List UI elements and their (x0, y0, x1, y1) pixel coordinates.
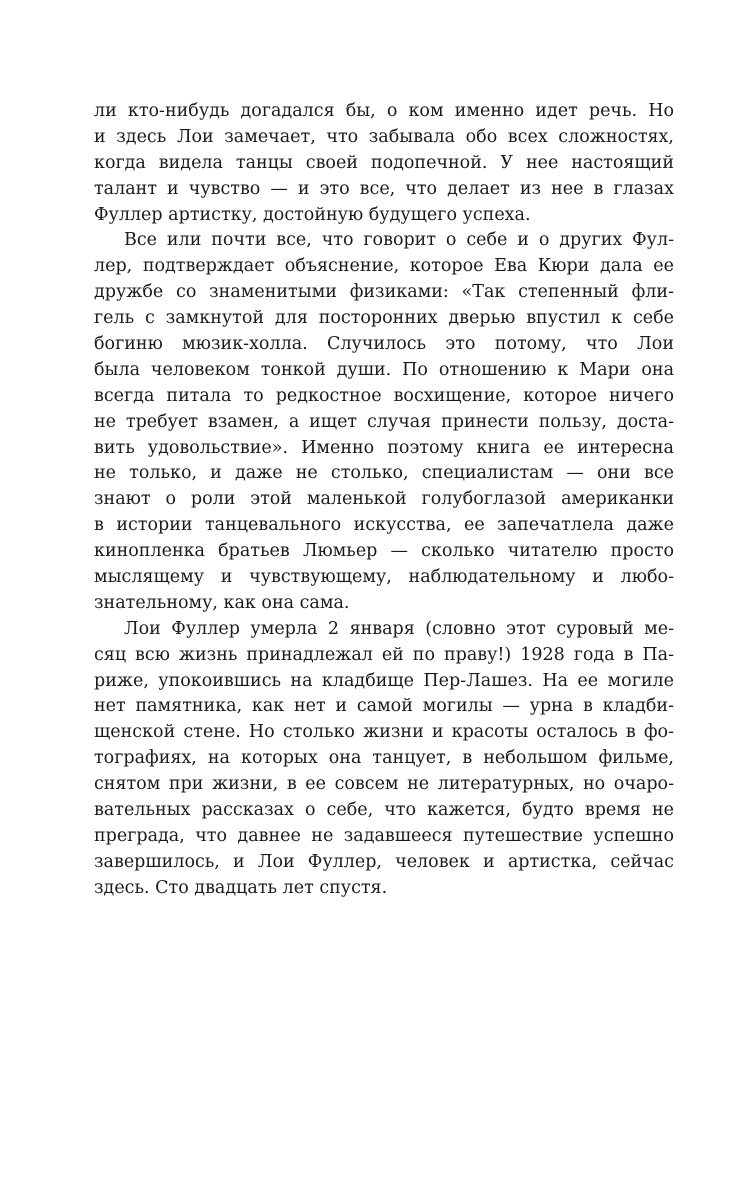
text-line: здесь. Сто двадцать лет спустя. (94, 877, 388, 898)
text-line: богиню мюзик-холла. Случилось это потому, что Лои (94, 334, 674, 355)
text-line: в истории танцевального искусства, ее запечатлела даже (94, 515, 674, 536)
body-text (94, 99, 674, 902)
text-line: не только, и даже не столько, специалистам — они все (94, 463, 674, 484)
text-line: завершилось, и Лои Фуллер, человек и артистка, сейчас (94, 851, 674, 872)
text-line: знают о роли этой маленькой голубоглазой американки (94, 489, 674, 510)
text-line: талант и чувство — и это все, что делает из нее в глазах (94, 178, 674, 199)
text-line: вить удовольствие». Именно поэтому книга ее интересна (94, 437, 674, 458)
text-line: не требует взамен, а ищет случая принести пользу, доста- (94, 411, 674, 432)
paragraph (94, 228, 674, 616)
paragraph (94, 99, 674, 228)
text-line: щенской стене. Но столько жизни и красоты осталось в фо- (94, 722, 674, 743)
text-line: вательных рассказах о себе, что кажется, будто время не (94, 800, 674, 821)
text-line: преграда, что давнее не задавшееся путешествие успешно (94, 825, 674, 846)
text-line: знательному, как она сама. (94, 592, 350, 613)
text-line: гель с замкнутой для посторонних дверью впустил к себе (94, 308, 674, 329)
text-line: Фуллер артистку, достойную будущего успеха. (94, 204, 531, 225)
text-line: была человеком тонкой души. По отношению к Мари она (94, 359, 674, 380)
text-line: тографиях, на которых она танцует, в небольшом фильме, (94, 748, 674, 769)
text-line: когда видела танцы своей подопечной. У нее настоящий (94, 152, 674, 173)
text-line: Лои Фуллер умерла 2 января (словно этот суровый ме- (124, 618, 674, 639)
text-line: Все или почти все, что говорит о себе и о других Фул- (124, 230, 674, 251)
text-line: и здесь Лои замечает, что забывала обо всех сложностях, (94, 126, 674, 147)
text-line: лер, подтверждает объяснение, которое Ева Кюри дала ее (94, 256, 674, 277)
text-line: всегда питала то редкостное восхищение, которое ничего (94, 385, 674, 406)
text-line: мыслящему и чувствующему, наблюдательному и любо- (94, 567, 674, 588)
text-line: кинопленка братьев Люмьер — сколько читателю просто (94, 541, 674, 562)
text-line: дружбе со знаменитыми физиками: «Так степенный фли- (94, 282, 674, 303)
text-line: ли кто-нибудь догадался бы, о ком именно идет речь. Но (94, 101, 674, 121)
text-line: снятом при жизни, в ее совсем не литературных, но очаро- (94, 774, 674, 795)
paragraph (94, 617, 674, 902)
text-line: сяц всю жизнь принадлежал ей по праву!) 1928 года в Па- (94, 644, 674, 665)
text-line: риже, упокоившись на кладбище Пер-Лашез. На ее могиле (94, 670, 674, 691)
text-line: нет памятника, как нет и самой могилы — урна в кладби- (94, 696, 674, 717)
